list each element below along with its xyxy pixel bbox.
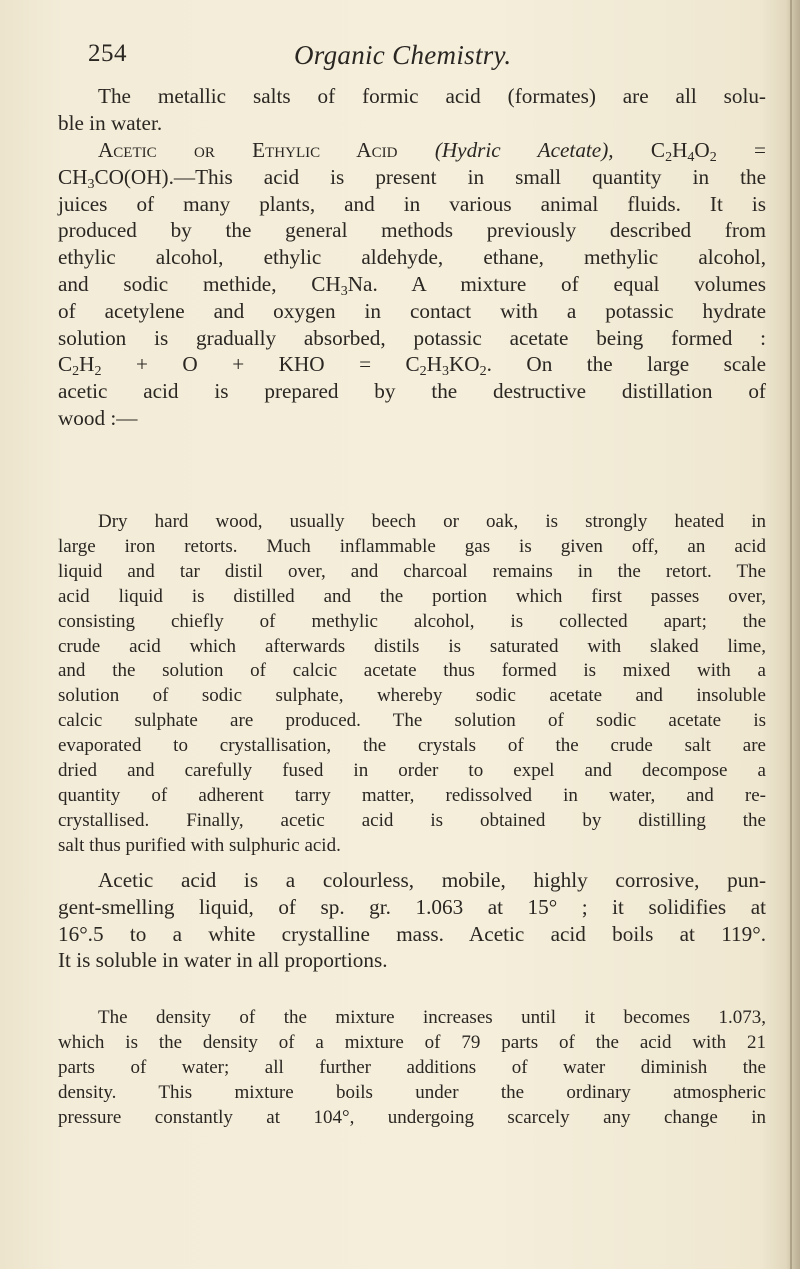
text-line: The metallic salts of formic acid (formates) are all solu- — [98, 84, 766, 108]
text-line: Dry hard wood, usually beech or oak, is strongly heated in — [98, 511, 766, 532]
text-line: of acetylene and oxygen in contact with a potassic hydrate — [58, 298, 766, 323]
text-line: crystallised. Finally, acetic acid is obtained by distilling the — [58, 809, 766, 831]
text-line: The density of the mixture increases until it becomes 1.073, — [98, 1007, 766, 1028]
text-line: acid liquid is distilled and the portion which first passes over, — [58, 585, 766, 607]
text-line: quantity of adherent tarry matter, redissolved in water, and re- — [58, 784, 766, 806]
text-line: which is the density of a mixture of 79 parts of the acid with 21 — [58, 1031, 766, 1053]
text-line: calcic sulphate are produced. The solution of sodic acetate is — [58, 710, 766, 732]
paragraph-density — [58, 1006, 766, 1131]
structural-formula: $CH_3CO(OH)$. — [58, 164, 174, 192]
text-line: pressure constantly at 104°, undergoing scarcely any change in — [58, 1106, 766, 1128]
text-line: large iron retorts. Much inflammable gas is given off, an acid — [58, 535, 766, 557]
text-line: acetic acid is prepared by the destructive distillation of — [58, 379, 766, 404]
molecular-formula: $C_2H_4O_2$ = — [650, 138, 766, 165]
page-edge-shadow — [786, 0, 800, 1269]
page-edge-line — [790, 0, 792, 1269]
paragraph-wood-distillation — [58, 510, 766, 859]
running-head — [88, 40, 768, 80]
section-heading: Acetic or Ethylic Acid — [98, 138, 398, 162]
text-line: evaporated to crystallisation, the crystals of the crude salt are — [58, 735, 766, 757]
text-line: and the solution of calcic acetate thus formed is mixed with a — [58, 660, 766, 682]
text-line: salt thus purified with sulphuric acid. — [58, 834, 341, 856]
paragraph-properties — [58, 867, 766, 974]
text-line: ble in water. — [58, 110, 163, 135]
text-line: juices of many plants, and in various animal fluids. It is — [58, 191, 766, 216]
text-line: dried and carefully fused in order to expel and decompose a — [58, 760, 766, 782]
text-line: produced by the general methods previously described from — [58, 218, 766, 243]
heading-synonym: (Hydric Acetate), — [434, 138, 614, 162]
text-line: ethylic alcohol, ethylic aldehyde, ethane, methylic alcohol, — [58, 245, 766, 270]
text-line: and sodic methide, $CH_3Na$. A mixture of equal volumes — [58, 271, 766, 299]
text-line: crude acid which afterwards distils is saturated with slaked lime, — [58, 635, 766, 657]
text-line: solution of sodic sulphate, whereby sodic acetate and insoluble — [58, 685, 766, 707]
text-line: parts of water; all further additions of water diminish the — [58, 1056, 766, 1078]
equation-line: $C_2H_2 + O$ + KHO = $C_2H_3KO_2$. On the large scale — [58, 352, 766, 380]
text-line: consisting chiefly of methylic alcohol, is collected apart; the — [58, 610, 766, 632]
text-line: density. This mixture boils under the ordinary atmospheric — [58, 1081, 766, 1103]
paragraph-acetic-acid — [58, 137, 766, 432]
text-line: It is soluble in water in all proportions. — [58, 948, 388, 973]
page-number: 254 — [88, 40, 127, 67]
text-line: 16°.5 to a white crystalline mass. Acetic acid boils at 119°. — [58, 921, 766, 946]
running-title: Organic Chemistry. — [294, 40, 512, 70]
paragraph-formates — [58, 83, 766, 137]
heading-line — [58, 137, 766, 164]
text-line: wood :— — [58, 405, 138, 430]
text-line: $CH_3CO(OH).—This$ acid is present in small quantity in the — [58, 164, 766, 192]
text-line: solution is gradually absorbed, potassic acetate being formed : — [58, 325, 766, 350]
text-line: Acetic acid is a colourless, mobile, highly corrosive, pun- — [98, 868, 766, 892]
text-line: liquid and tar distil over, and charcoal remains in the retort. The — [58, 560, 766, 582]
text-line: gent-smelling liquid, of sp. gr. 1.063 at 15° ; it solidifies at — [58, 894, 766, 919]
